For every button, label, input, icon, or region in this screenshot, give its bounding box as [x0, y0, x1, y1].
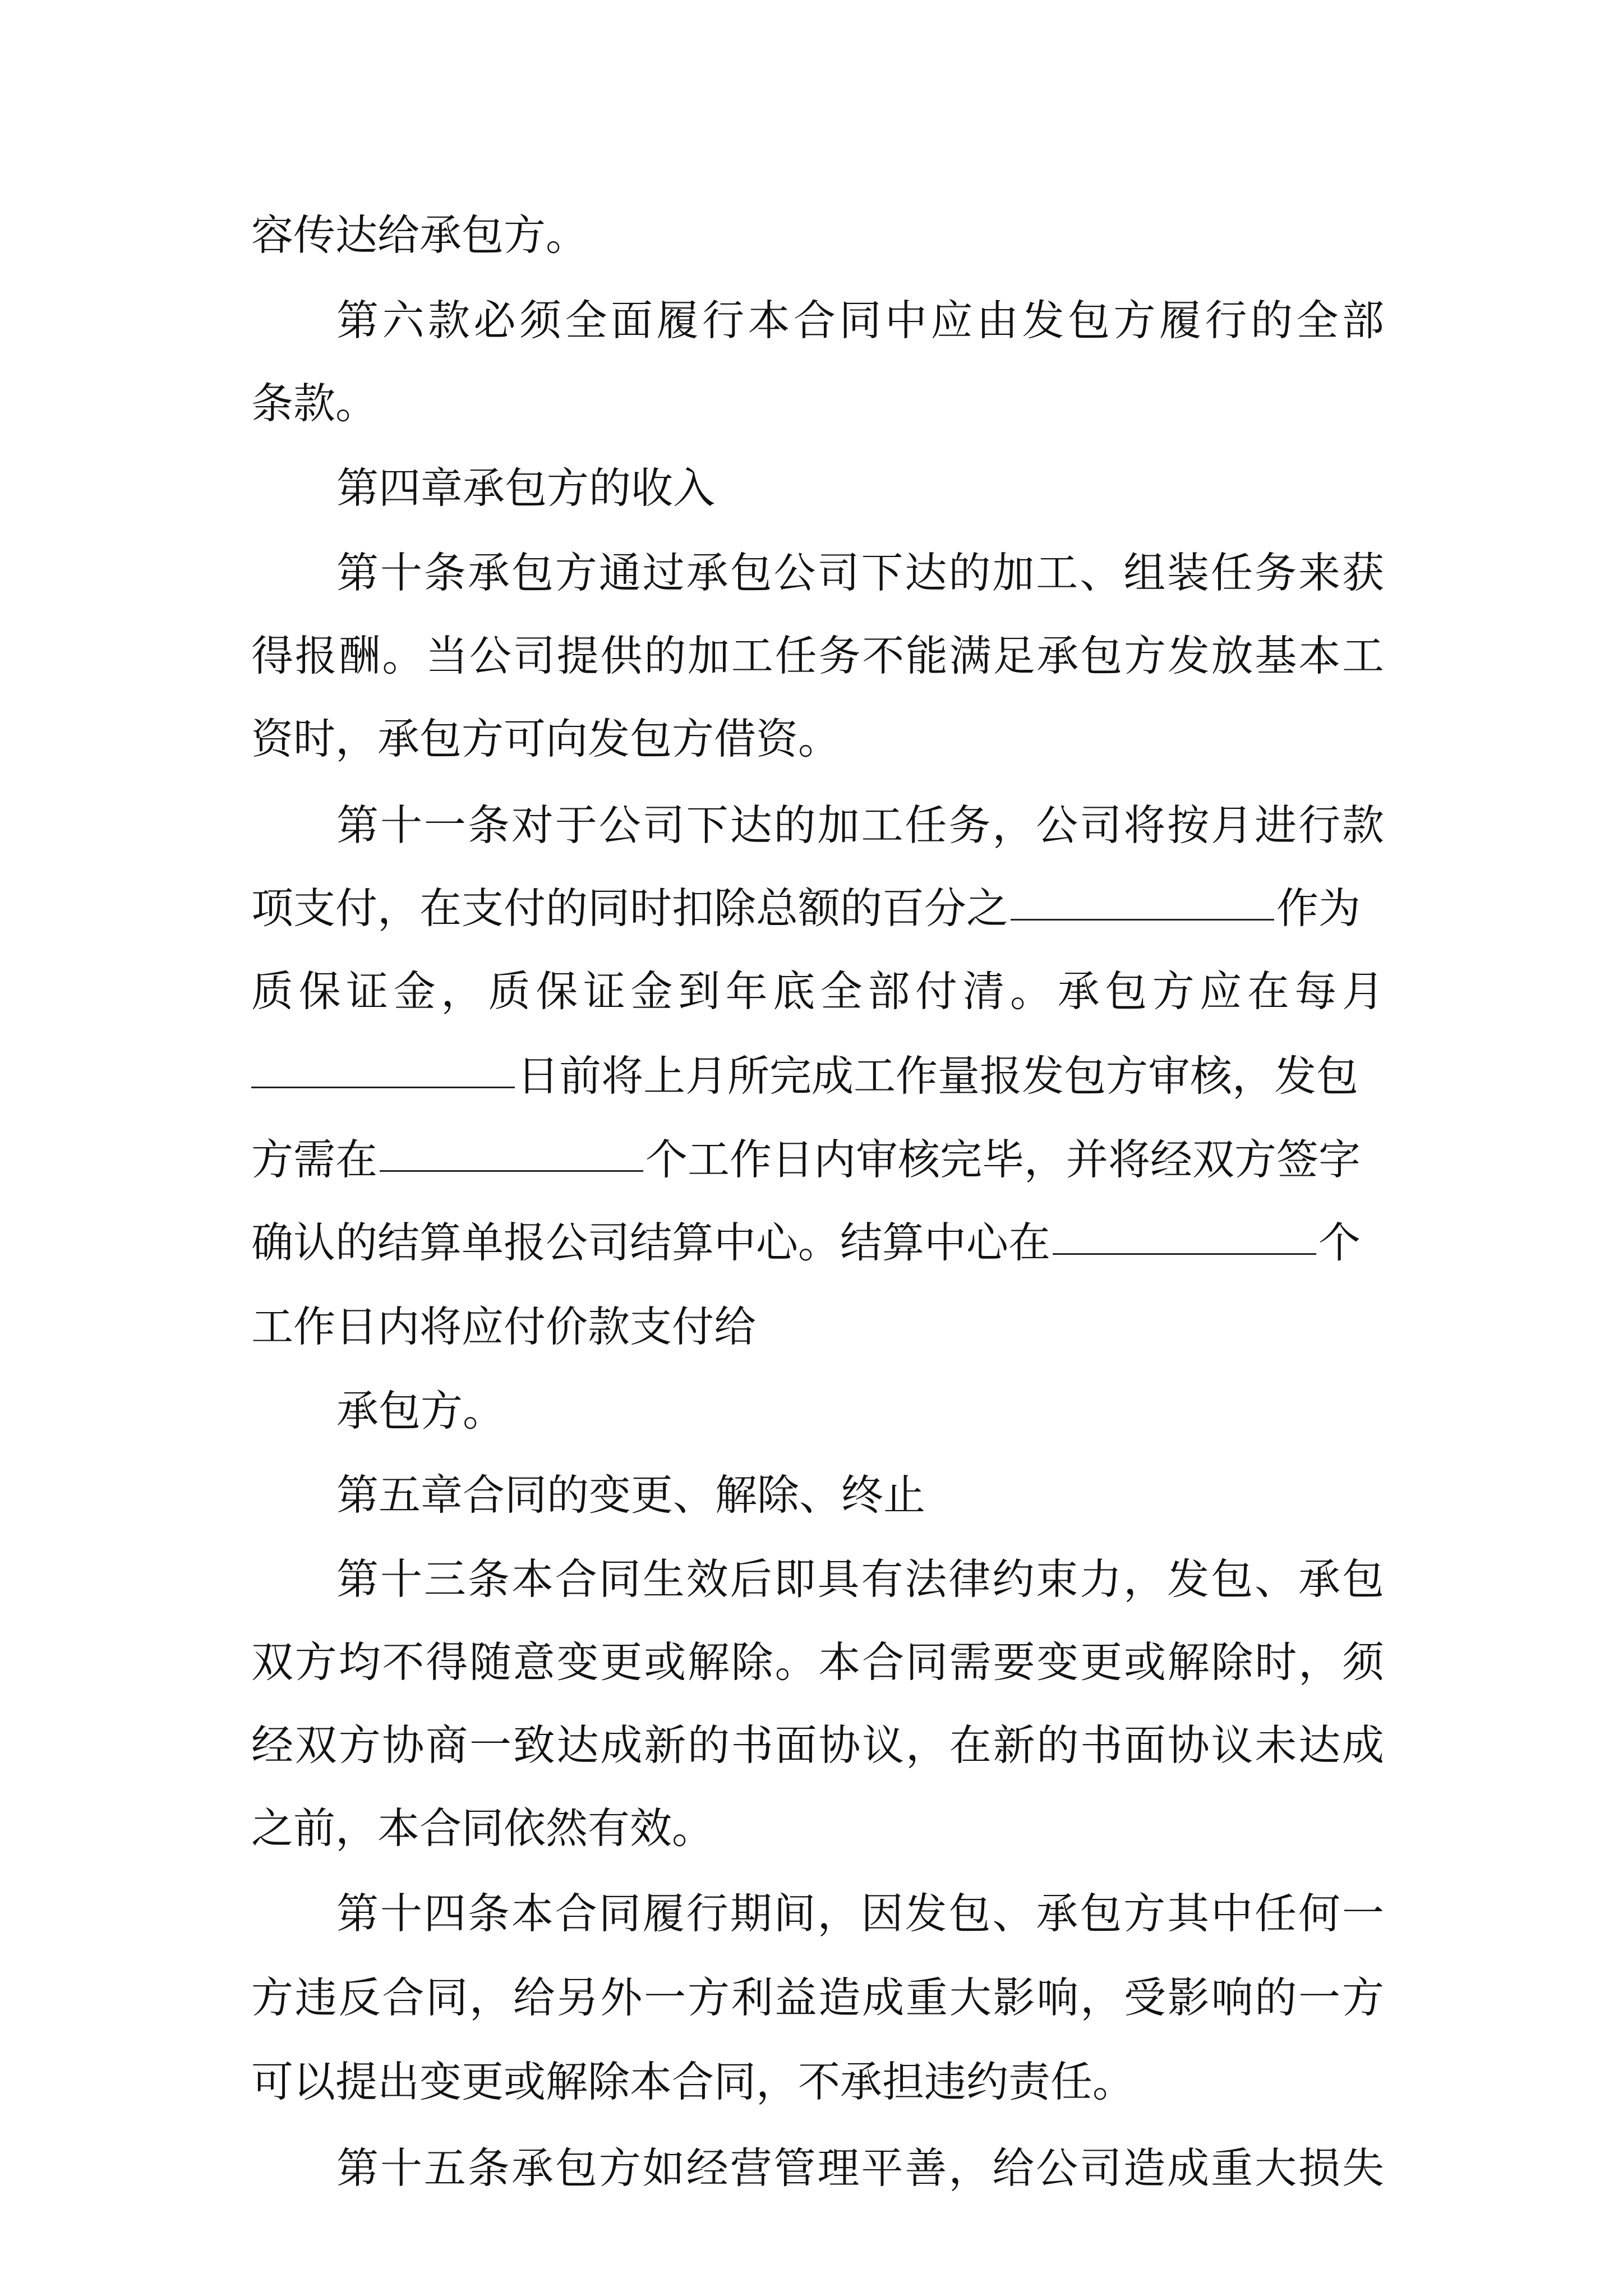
- text-line: 得报酬。当公司提供的加工任务不能满足承包方发放基本工: [251, 631, 1384, 680]
- text-line: 容传达给承包方。: [251, 210, 588, 260]
- text-segment: 个: [1318, 1218, 1361, 1267]
- chapter-heading: 第四章承包方的收入: [336, 463, 716, 513]
- text-segment: 方需在: [251, 1135, 378, 1184]
- text-line-with-blank: [251, 1217, 1384, 1268]
- text-segment: 确认的结算单报公司结算中心。结算中心在: [251, 1218, 1051, 1267]
- text-line-with-blank: [251, 1134, 1384, 1185]
- text-line: 资时，承包方可向发包方借资。: [251, 714, 841, 763]
- text-line: 第六款必须全面履行本合同中应由发包方履行的全部: [336, 296, 1384, 345]
- text-line: 第十一条对于公司下达的加工任务，公司将按月进行款: [336, 800, 1384, 850]
- text-line: 方违反合同，给另外一方利益造成重大影响，受影响的一方: [251, 1973, 1384, 2022]
- text-line-with-blank: [251, 883, 1384, 933]
- text-segment: 项支付，在支付的同时扣除总额的百分之: [251, 884, 1009, 933]
- fill-in-blank: [251, 1051, 515, 1088]
- text-line: 质保证金，质保证金到年底全部付清。承包方应在每月: [251, 967, 1384, 1016]
- fill-in-blank: [1011, 883, 1274, 921]
- fill-in-blank: [380, 1134, 643, 1172]
- text-line-with-blank: [251, 1051, 1384, 1101]
- text-line: 条款。: [251, 379, 378, 428]
- text-segment: 作为: [1276, 884, 1361, 933]
- text-line: 之前，本合同依然有效。: [251, 1803, 714, 1853]
- text-line: 第十三条本合同生效后即具有法律约束力，发包、承包: [336, 1554, 1384, 1604]
- text-line: 双方均不得随意变更或解除。本合同需要变更或解除时，须: [251, 1637, 1384, 1687]
- text-line: 承包方。: [336, 1386, 505, 1435]
- text-line: 经双方协商一致达成新的书面协议，在新的书面协议未达成: [251, 1720, 1384, 1770]
- text-line: 第十条承包方通过承包公司下达的加工、组装任务来获: [336, 548, 1384, 597]
- text-line: 第十五条承包方如经营管理平善，给公司造成重大损失: [336, 2143, 1384, 2193]
- text-segment: 日前将上月所完成工作量报发包方审核，发包: [517, 1051, 1359, 1101]
- text-segment: 个工作日内审核完毕，并将经双方签字: [645, 1135, 1361, 1184]
- text-line: 第十四条本合同履行期间，因发包、承包方其中任何一: [336, 1889, 1384, 1938]
- chapter-heading: 第五章合同的变更、解除、终止: [336, 1470, 926, 1520]
- text-line: 可以提出变更或解除本合同，不承担违约责任。: [251, 2057, 1135, 2106]
- fill-in-blank: [1053, 1217, 1316, 1255]
- text-line: 工作日内将应付价款支付给: [251, 1302, 757, 1351]
